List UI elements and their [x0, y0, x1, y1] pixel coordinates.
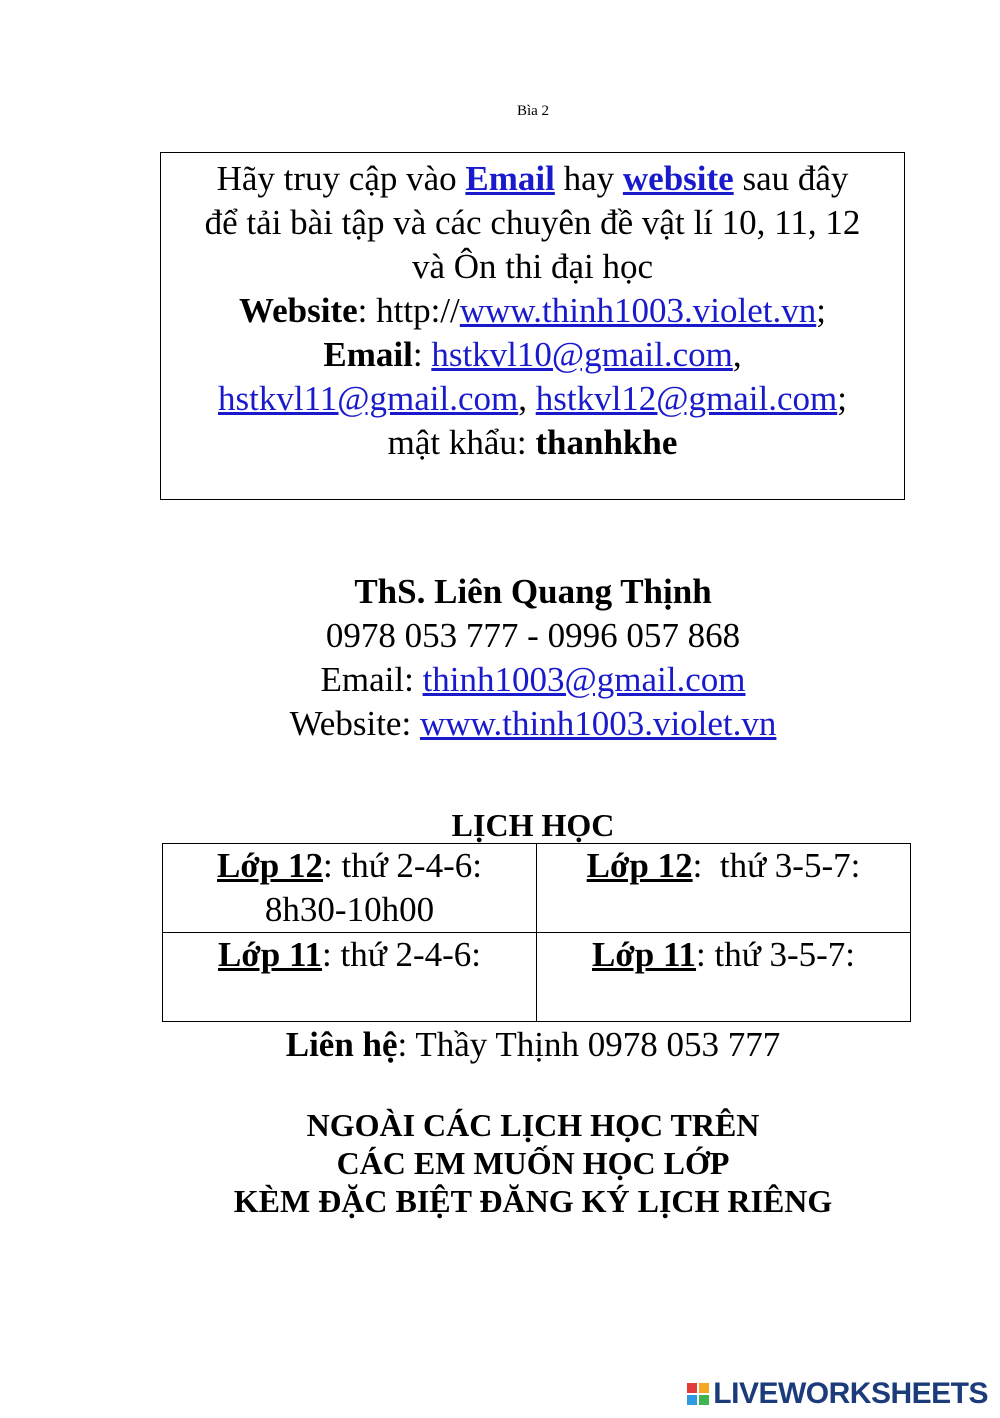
contact-website-link[interactable]: www.thinh1003.violet.vn: [419, 704, 777, 743]
notice-line-3: KÈM ĐẶC BIỆT ĐĂNG KÝ LỊCH RIÊNG: [233, 1183, 833, 1219]
icon-square-blue: [687, 1395, 697, 1405]
liveworksheets-logo: [687, 1376, 988, 1412]
schedule-cell: Lớp 12: thứ 3-5-7:: [537, 844, 911, 933]
email-link[interactable]: Email: [465, 159, 555, 198]
info-line-1: Hãy truy cập vào Email hay website sau đây: [216, 159, 849, 198]
email-link-2[interactable]: hstkvl11@gmail.com: [218, 379, 519, 418]
download-info-box: [160, 152, 905, 500]
password-value: thanhkhe: [535, 423, 678, 462]
website-link[interactable]: website: [622, 159, 734, 198]
info-password-line: mật khẩu: thanhkhe: [387, 423, 678, 462]
icon-square-orange: [699, 1383, 709, 1393]
schedule-table: [162, 843, 911, 1022]
notice-line-2: CÁC EM MUỐN HỌC LỚP: [336, 1145, 730, 1181]
contact-phones: 0978 053 777 - 0996 057 868: [325, 616, 741, 655]
page-label: Bìa 2: [516, 103, 550, 119]
info-email-line-2: hstkvl11@gmail.com, hstkvl12@gmail.com;: [218, 379, 847, 418]
contact-email-link[interactable]: thinh1003@gmail.com: [422, 660, 746, 699]
email-link-3[interactable]: hstkvl12@gmail.com: [535, 379, 838, 418]
contact-line: Liên hệ: Thầy Thịnh 0978 053 777: [285, 1025, 781, 1064]
notice-line-1: NGOÀI CÁC LỊCH HỌC TRÊN: [306, 1107, 760, 1143]
schedule-cell: Lớp 11: thứ 2-4-6:: [163, 933, 537, 1022]
schedule-cell: Lớp 11: thứ 3-5-7:: [537, 933, 911, 1022]
table-row: [163, 933, 911, 1022]
info-line-2: để tải bài tập và các chuyên đề vật lí 10, 11, 12: [204, 203, 861, 242]
email-link-1[interactable]: hstkvl10@gmail.com: [431, 335, 733, 374]
liveworksheets-icon: [687, 1383, 709, 1405]
schedule-title: LỊCH HỌC: [451, 807, 615, 843]
liveworksheets-text: LIVEWORKSHEETS: [713, 1377, 988, 1410]
icon-square-green: [699, 1395, 709, 1405]
special-notice: [0, 1106, 1000, 1220]
table-row: [163, 844, 911, 933]
contact-website-line: Website: www.thinh1003.violet.vn: [289, 704, 777, 743]
schedule-cell: Lớp 12: thứ 2-4-6: 8h30-10h00: [163, 844, 537, 933]
icon-square-red: [687, 1383, 697, 1393]
info-line-3: và Ôn thi đại học: [411, 247, 654, 286]
info-email-line: Email: hstkvl10@gmail.com,: [323, 335, 742, 374]
contact-name: ThS. Liên Quang Thịnh: [354, 572, 712, 611]
contact-block: [0, 570, 1000, 746]
contact-email-line: Email: thinh1003@gmail.com: [320, 660, 746, 699]
info-website-line: Website: http://www.thinh1003.violet.vn;: [239, 291, 826, 330]
website-url-link[interactable]: www.thinh1003.violet.vn: [459, 291, 817, 330]
